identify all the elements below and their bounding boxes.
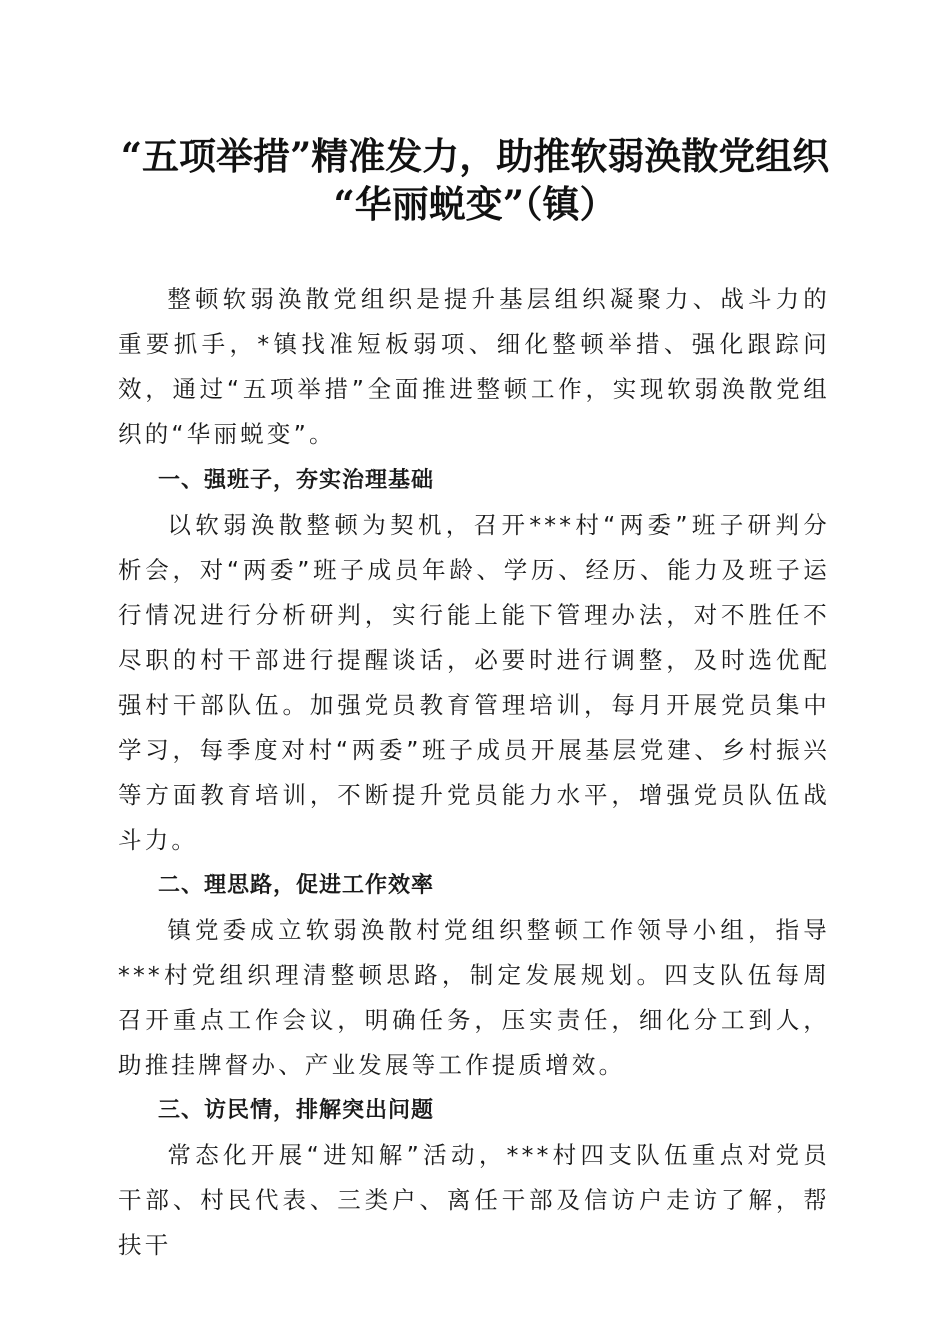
section-heading-2: 二、理思路，促进工作效率 — [158, 873, 435, 898]
intro-paragraph: 整顿软弱涣散党组织是提升基层组织凝聚力、战斗力的重要抓手，*镇找准短板弱项、细化整顿举措、强化跟踪问效，通过“五项举措”全面推进整顿工作，实现软弱涣散党组织的“华丽蜕变”。 — [118, 285, 830, 448]
section-body-3: 常态化开展“进知解”活动，***村四支队伍重点对党员干部、村民代表、三类户、离任干部及信访户走访了解，帮扶干 — [118, 1141, 830, 1259]
section-body-1: 以软弱涣散整顿为契机，召开***村“两委”班子研判分析会，对“两委”班子成员年龄、学历、经历、能力及班子运行情况进行分析研判，实行能上能下管理办法，对不胜任不尽职的村干部进行提醒谈话，必要时进行调整，及时选优配强村干部队伍。加强党员教育管理培训，每月开展党员集中学习，每季度对村“两委”班子成员开展基层党建、乡村振兴等方面教育培训，不断提升党员能力水平，增强党员队伍战斗力。 — [118, 511, 830, 854]
document-title — [100, 132, 850, 228]
document-body — [118, 277, 830, 1268]
title-line-1: “五项举措”精准发力，助推软弱涣散党组织 — [120, 134, 830, 178]
section-heading-1: 一、强班子，夯实治理基础 — [158, 468, 435, 493]
section-body-2: 镇党委成立软弱涣散村党组织整顿工作领导小组，指导***村党组织理清整顿思路，制定发展规划。四支队伍每周召开重点工作会议，明确任务，压实责任，细化分工到人，助推挂牌督办、产业发展等工作提质增效。 — [118, 916, 830, 1079]
title-line-2: “华丽蜕变”（镇） — [333, 182, 617, 226]
section-heading-3: 三、访民情，排解突出问题 — [158, 1098, 435, 1123]
